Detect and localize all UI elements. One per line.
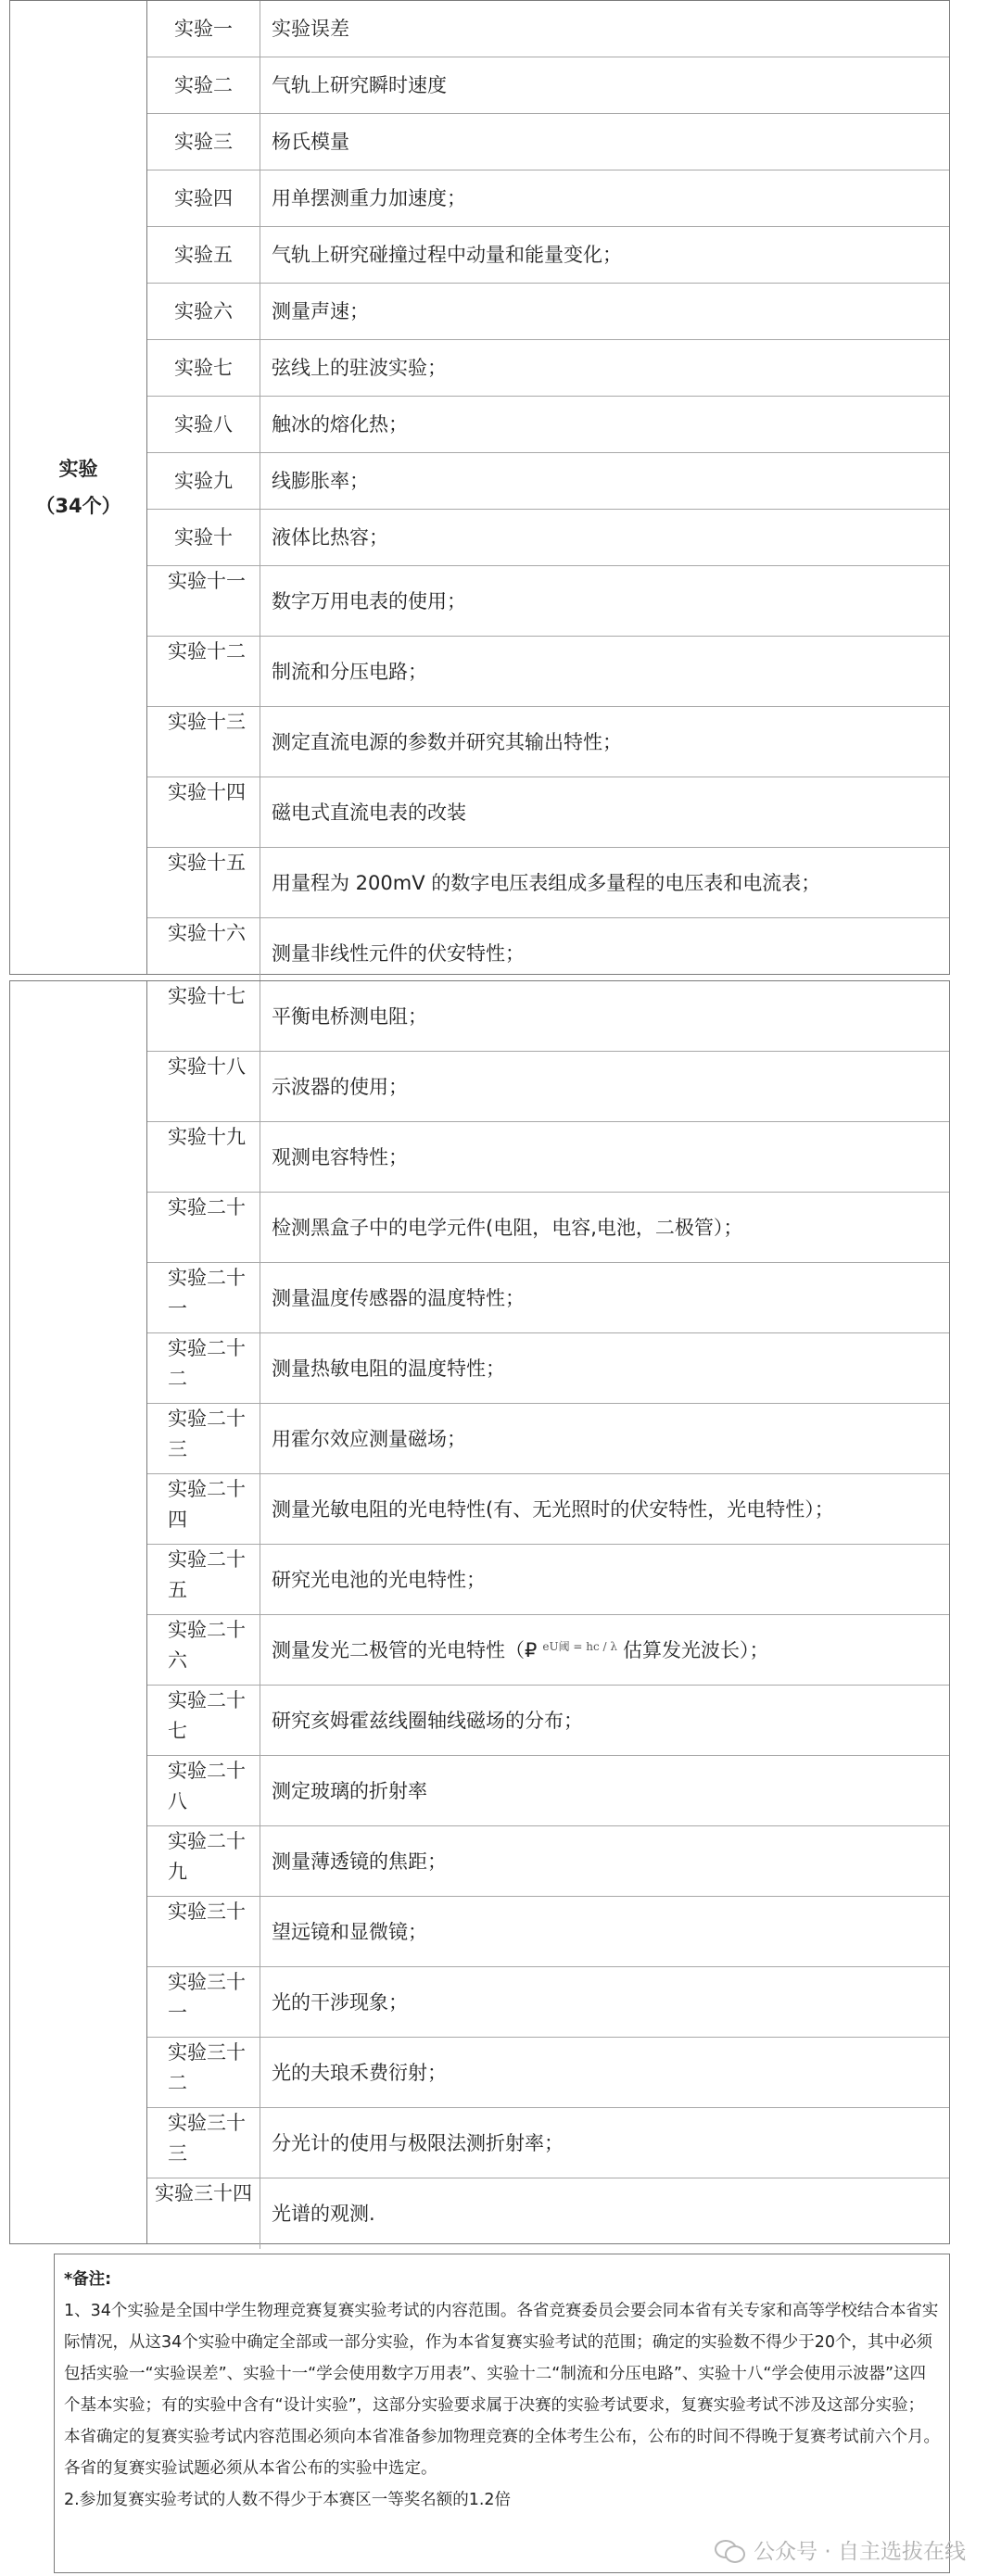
experiment-number: 实验一 <box>147 1 260 57</box>
table-row <box>147 1122 949 1193</box>
experiment-number: 实验六 <box>147 284 260 339</box>
experiment-name-text: 用量程为 200mV 的数字电压表组成多量程的电压表和电流表； <box>272 871 821 894</box>
table-row <box>147 848 949 918</box>
experiment-name-text: 测量发光二极管的光电特性（₽ <box>272 1638 538 1661</box>
experiment-name-text: 制流和分压电路； <box>272 660 427 683</box>
experiment-name <box>260 981 949 1051</box>
experiment-name <box>260 1545 949 1614</box>
table-row <box>147 1474 949 1545</box>
experiment-table-part1 <box>9 0 950 975</box>
experiment-name <box>260 340 949 396</box>
experiment-name-text: 光的干涉现象； <box>272 1990 408 2014</box>
experiment-number: 实验三十四 <box>147 2178 260 2249</box>
experiment-name-text: 测量声速； <box>272 300 369 322</box>
table-row <box>147 1333 949 1404</box>
category-cell <box>10 1 147 974</box>
experiment-name <box>260 777 949 847</box>
experiment-name <box>260 918 949 989</box>
experiment-name <box>260 2178 949 2249</box>
experiment-name <box>260 1263 949 1332</box>
experiment-number: 实验十一 <box>147 566 260 636</box>
experiment-number: 实验三十 <box>147 1897 260 1966</box>
experiment-number: 实验十九 <box>147 1122 260 1192</box>
experiment-name-text: 测量非线性元件的伏安特性； <box>272 942 525 965</box>
table-row <box>147 114 949 170</box>
rows-part1 <box>147 1 949 989</box>
notes-heading: *备注: <box>64 2270 112 2289</box>
experiment-number: 实验二十 五 <box>147 1545 260 1614</box>
experiment-number: 实验八 <box>147 397 260 452</box>
experiment-name <box>260 1826 949 1896</box>
formula-image: eU阈 = hc / λ <box>542 1639 618 1653</box>
experiment-name-text: 测量光敏电阻的光电特性(有、无光照时的伏安特性，光电特性）； <box>272 1497 834 1521</box>
experiment-name-text: 用霍尔效应测量磁场； <box>272 1427 466 1450</box>
table-row <box>147 1404 949 1474</box>
experiment-name <box>260 707 949 777</box>
experiment-name-text: 杨氏模量 <box>272 131 349 153</box>
experiment-number: 实验四 <box>147 170 260 226</box>
experiment-name-text: 数字万用电表的使用； <box>272 589 466 612</box>
table-row <box>147 1756 949 1826</box>
experiment-name <box>260 1122 949 1192</box>
experiment-number: 实验三十 一 <box>147 1967 260 2037</box>
experiment-number: 实验二十 四 <box>147 1474 260 1544</box>
table-row <box>147 1967 949 2038</box>
table-row <box>147 284 949 340</box>
experiment-number: 实验九 <box>147 453 260 509</box>
experiment-name-text: 测量温度传感器的温度特性； <box>272 1286 525 1309</box>
experiment-name-text: 实验误差 <box>272 18 349 40</box>
experiment-name-text: 测量热敏电阻的温度特性； <box>272 1357 505 1380</box>
experiment-name-text: 触冰的熔化热； <box>272 413 408 436</box>
category-cell-empty <box>10 981 147 2243</box>
table-row <box>147 777 949 848</box>
table-row <box>147 227 949 284</box>
experiment-name-text: 测定玻璃的折射率 <box>272 1779 427 1802</box>
experiment-number: 实验二十 九 <box>147 1826 260 1896</box>
experiment-name <box>260 566 949 636</box>
experiment-number: 实验五 <box>147 227 260 283</box>
experiment-number: 实验三 <box>147 114 260 170</box>
table-row <box>147 637 949 707</box>
table-row <box>147 2108 949 2178</box>
experiment-name <box>260 227 949 283</box>
table-row <box>147 918 949 989</box>
table-row <box>147 566 949 637</box>
experiment-name-text: 光谱的观测. <box>272 2203 375 2225</box>
experiment-name-text: 观测电容特性； <box>272 1145 408 1168</box>
experiment-name <box>260 2108 949 2178</box>
experiment-name-text: 弦线上的驻波实验； <box>272 357 447 379</box>
experiment-name-text: 线膨胀率； <box>272 470 369 492</box>
experiment-number: 实验十 <box>147 510 260 565</box>
experiment-number: 实验二十 <box>147 1193 260 1262</box>
table-row <box>147 340 949 397</box>
table-row <box>147 1897 949 1967</box>
table-row <box>147 981 949 1052</box>
experiment-name <box>260 1897 949 1966</box>
experiment-number: 实验二十 六 <box>147 1615 260 1685</box>
experiment-name <box>260 114 949 170</box>
experiment-name <box>260 1333 949 1403</box>
table-row <box>147 1263 949 1333</box>
experiment-name-text: 用单摆测重力加速度； <box>272 187 466 209</box>
experiment-name-text: 光的夫琅禾费衍射； <box>272 2061 447 2084</box>
notes-paragraph-2: 2.参加复赛实验考试的人数不得少于本赛区一等奖名额的1.2倍 <box>64 2491 512 2509</box>
table-row <box>147 1686 949 1756</box>
experiment-name-text: 示波器的使用； <box>272 1075 408 1098</box>
experiment-name <box>260 1615 949 1685</box>
experiment-number: 实验十七 <box>147 981 260 1051</box>
experiment-name <box>260 1 949 57</box>
experiment-name-text: 液体比热容； <box>272 526 388 549</box>
experiment-name <box>260 1756 949 1825</box>
experiment-name-text: 测量薄透镜的焦距； <box>272 1850 447 1873</box>
table-row <box>147 707 949 777</box>
experiment-number: 实验七 <box>147 340 260 396</box>
experiment-name-text: 测定直流电源的参数并研究其输出特性； <box>272 730 622 753</box>
experiment-number: 实验三十 三 <box>147 2108 260 2178</box>
experiment-name <box>260 1686 949 1755</box>
experiment-name-text: 研究亥姆霍兹线圈轴线磁场的分布； <box>272 1709 583 1732</box>
experiment-name <box>260 637 949 706</box>
experiment-number: 实验十五 <box>147 848 260 917</box>
table-row <box>147 1052 949 1122</box>
notes-paragraph-1: 1、34个实验是全国中学生物理竞赛复赛实验考试的内容范围。各省竞赛委员会要会同本省有关专家和高等学校结合本省实际情况，从这34个实验中确定全部或一部分实验，作为本省复赛实验考试的范围；确定的实验数不得少于20个，其中必须包括实验一“实验误差”、实验十一“学会使用数字万用表”、实验十二“制流和分压电路”、实验十八“学会使用示波器”这四个基本实验；有的实验中含有“设计实验”，这部分实验要求属于决赛的实验考试要求，复赛实验考试不涉及这部分实验；本省确定的复赛实验考试内容范围必须向本省准备参加物理竞赛的全体考生公布，公布的时间不得晚于复赛考试前六个月。各省的复赛实验试题必须从本省公布的实验中选定。 <box>64 2302 940 2478</box>
experiment-name <box>260 1474 949 1544</box>
experiment-name-text: 平衡电桥测电阻； <box>272 1004 427 1028</box>
notes-box <box>54 2254 950 2573</box>
experiment-name-tail: 估算发光波长）； <box>623 1638 769 1661</box>
table-row <box>147 170 949 227</box>
table-row <box>147 397 949 453</box>
experiment-name <box>260 1052 949 1121</box>
experiment-number: 实验二十 一 <box>147 1263 260 1332</box>
experiment-name-text: 望远镜和显微镜； <box>272 1920 427 1943</box>
table-row <box>147 1826 949 1897</box>
experiment-number: 实验十八 <box>147 1052 260 1121</box>
experiment-number: 实验二十 三 <box>147 1404 260 1473</box>
experiment-name-text: 气轨上研究瞬时速度 <box>272 74 447 96</box>
experiment-number: 实验十四 <box>147 777 260 847</box>
table-row <box>147 510 949 566</box>
experiment-name <box>260 453 949 509</box>
experiment-name <box>260 510 949 565</box>
table-row <box>147 1615 949 1686</box>
experiment-name <box>260 2038 949 2107</box>
experiment-name-text: 分光计的使用与极限法测折射率； <box>272 2131 564 2154</box>
experiment-name <box>260 848 949 917</box>
experiment-name <box>260 1404 949 1473</box>
experiment-name <box>260 170 949 226</box>
watermark <box>715 2534 966 2565</box>
table-row <box>147 1 949 57</box>
table-row <box>147 57 949 114</box>
table-row <box>147 453 949 510</box>
rows-part2 <box>147 981 949 2249</box>
experiment-name-text: 研究光电池的光电特性； <box>272 1568 486 1591</box>
watermark-text: 公众号 · 自主选拔在线 <box>754 2540 966 2564</box>
table-row <box>147 1545 949 1615</box>
experiment-name <box>260 1967 949 2037</box>
table-row <box>147 1193 949 1263</box>
experiment-number: 实验二十 八 <box>147 1756 260 1825</box>
experiment-table-part2 <box>9 980 950 2244</box>
wechat-icon <box>715 2536 746 2564</box>
experiment-name <box>260 1193 949 1262</box>
experiment-name-text: 磁电式直流电表的改装 <box>272 801 466 824</box>
experiment-name-text: 气轨上研究碰撞过程中动量和能量变化； <box>272 244 622 266</box>
experiment-name <box>260 57 949 113</box>
experiment-number: 实验十二 <box>147 637 260 706</box>
table-row <box>147 2178 949 2249</box>
experiment-name <box>260 397 949 452</box>
experiment-name-text: 检测黑盒子中的电学元件(电阻，电容,电池，二极管）； <box>272 1216 743 1239</box>
experiment-number: 实验二十 七 <box>147 1686 260 1755</box>
experiment-number: 实验十六 <box>147 918 260 989</box>
table-row <box>147 2038 949 2108</box>
experiment-name <box>260 284 949 339</box>
experiment-number: 实验二 <box>147 57 260 113</box>
experiment-number: 实验十三 <box>147 707 260 777</box>
experiment-number: 实验二十 二 <box>147 1333 260 1403</box>
category-label: 实验 （34个） <box>35 458 121 517</box>
experiment-number: 实验三十 二 <box>147 2038 260 2107</box>
